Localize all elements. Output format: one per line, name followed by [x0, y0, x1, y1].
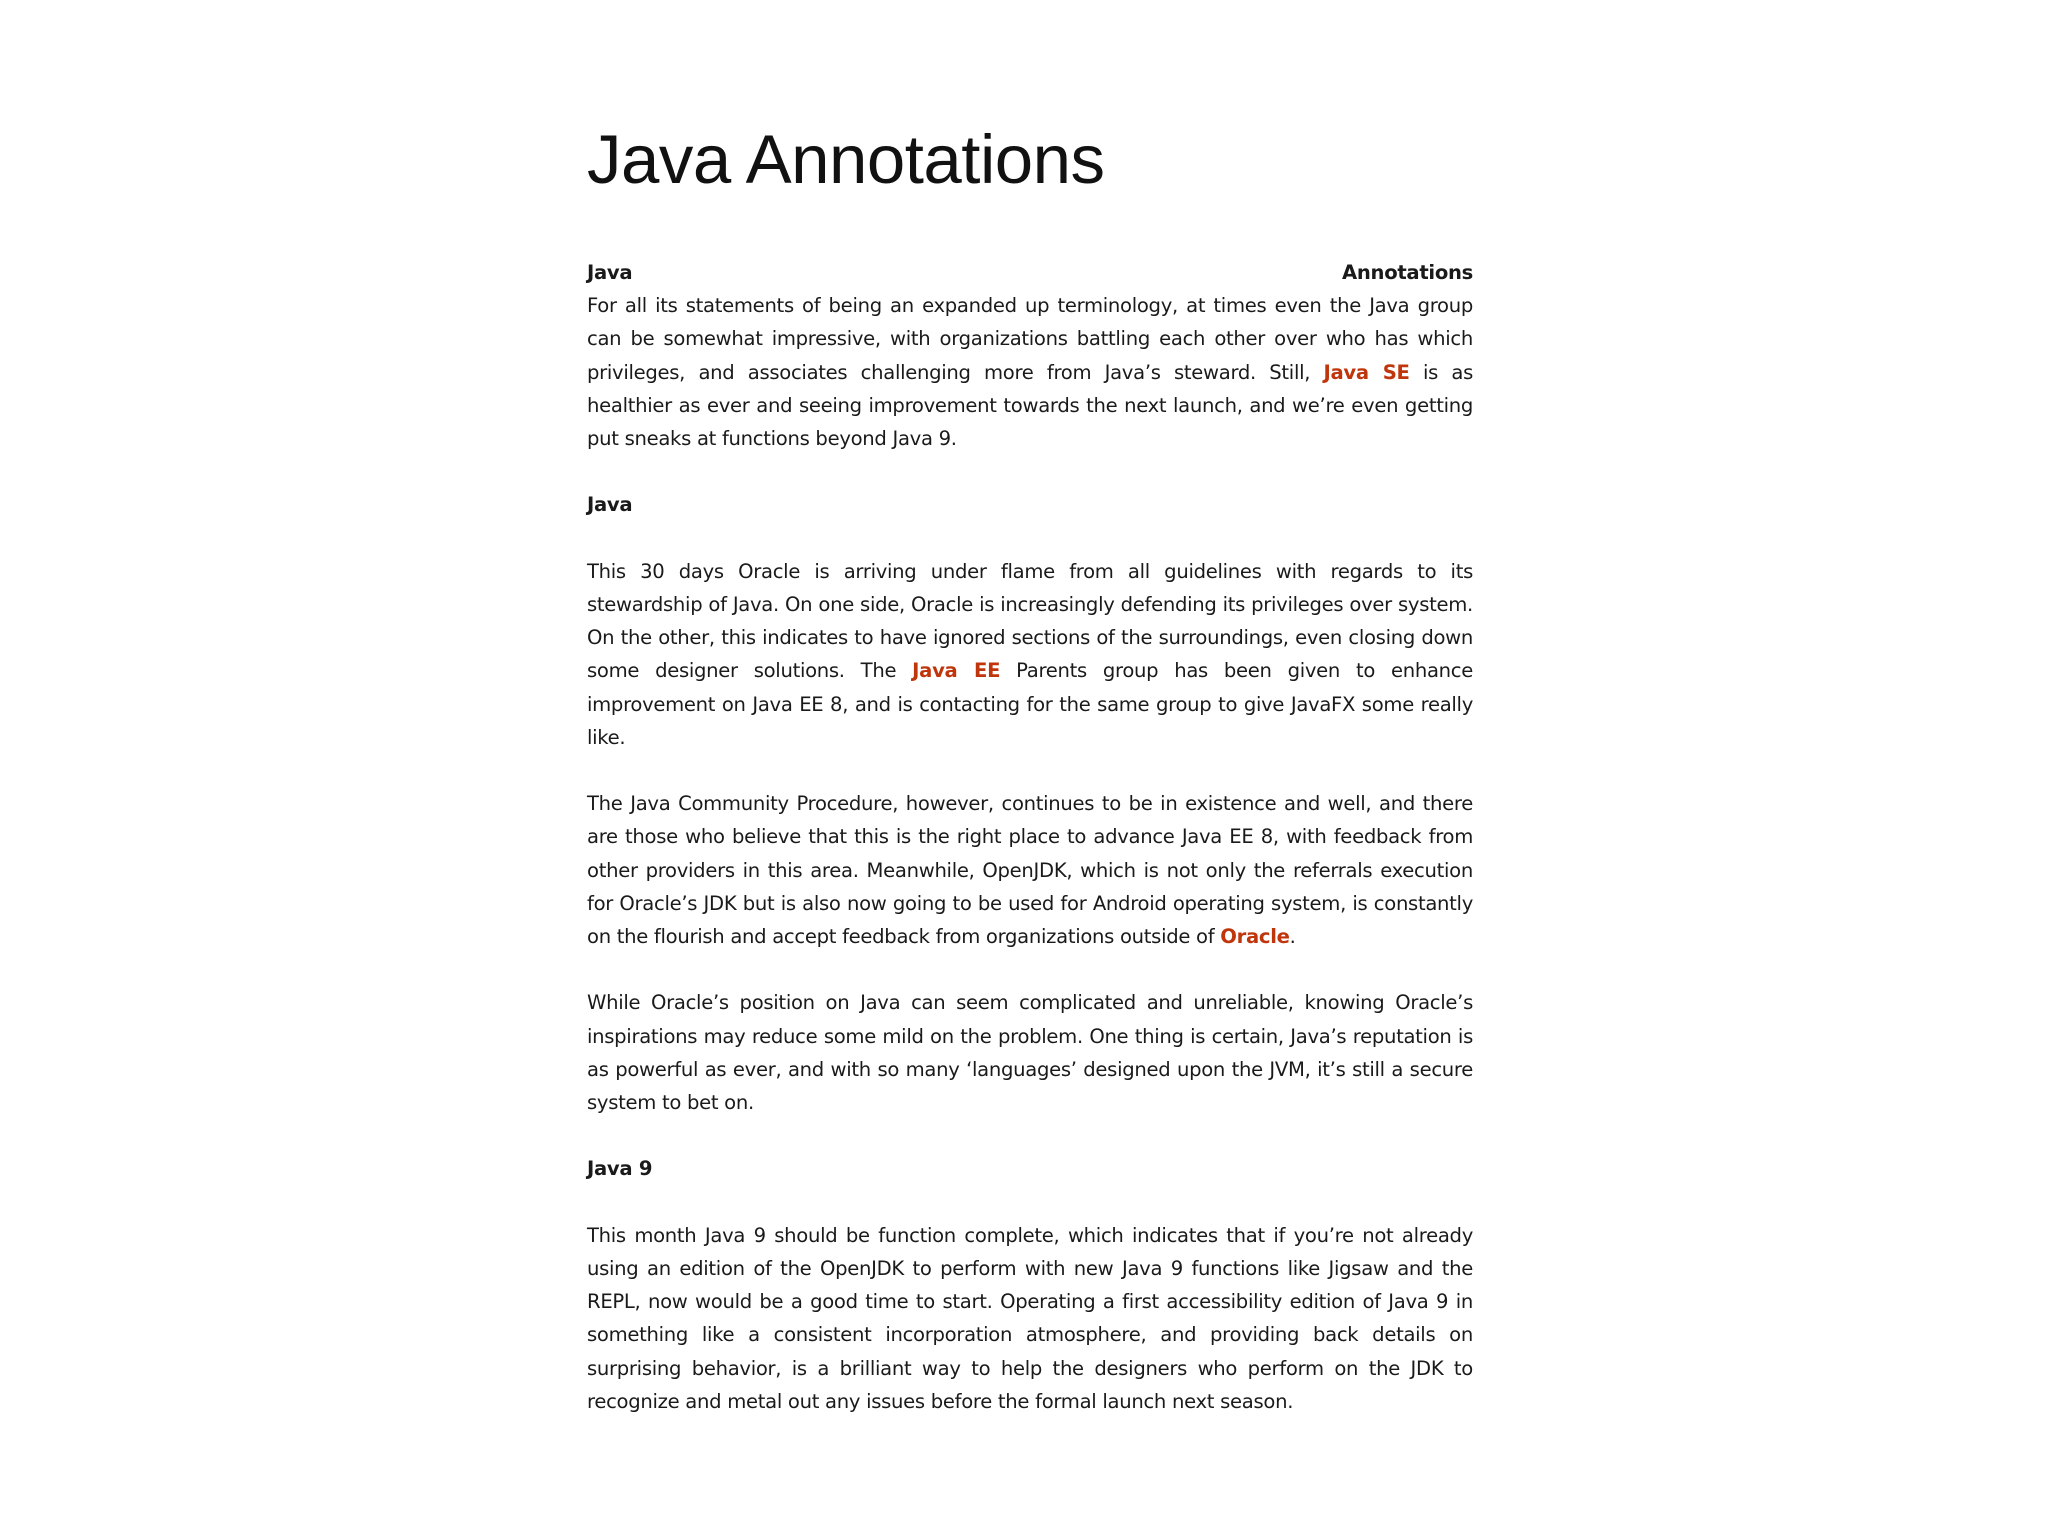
paragraph-java-9: This month Java 9 should be function complete, which indicates that if you’re not already using an edition of the OpenJDK to perform with new Java 9 functions like Jigsaw and the REPL, now would be a good time to start. Operating a first accessibility edition of Java 9 in something like a consistent incorporation atmosphere, and providing back details on surprising behavior, is a brilliant way to help the designers who perform on the JDK to recognize and metal out any issues before the formal launch next season. [587, 1223, 1473, 1413]
java-se-link[interactable]: Java SE [1323, 360, 1410, 384]
document-body [587, 289, 1473, 1418]
subheading-java: Java [587, 493, 633, 517]
oracle-link[interactable]: Oracle [1220, 925, 1290, 949]
document-title: Java Annotations [587, 121, 1105, 198]
paragraph-intro: For all its statements of being an expanded up terminology, at times even the Java group can be somewhat impressive, with organizations battling each other over who has which privileges, and associates challenging more from Java’s steward. Still, Java SE is as healthier as ever and seeing improvement towards the next launch, and we’re even getting put sneaks at functions beyond Java 9. [587, 294, 1473, 451]
paragraph-oracle-position: While Oracle’s position on Java can seem complicated and unreliable, knowing Oracle’s inspirations may reduce some mild on the problem. One thing is certain, Java’s reputation is as powerful as ever, and with so many ‘languages’ designed upon the JVM, it’s still a secure system to bet on. [587, 991, 1473, 1115]
java-ee-link[interactable]: Java EE [912, 659, 1001, 683]
document-page [587, 112, 1473, 1418]
subheading-java-9: Java 9 [587, 1157, 653, 1181]
section-heading-left: Java [587, 261, 633, 284]
paragraph-community-procedure: The Java Community Procedure, however, continues to be in existence and well, and there are those who believe that this is the right place to advance Java EE 8, with feedback from other providers in this area. Meanwhile, OpenJDK, which is not only the referrals execution for Oracle’s JDK but is also now going to be used for Android operating system, is constantly on the flourish and accept feedback from organizations outside of Oracle. [587, 792, 1473, 949]
section-heading-right: Annotations [1342, 261, 1473, 284]
section-heading [587, 256, 1473, 289]
paragraph-oracle-stewardship: This 30 days Oracle is arriving under flame from all guidelines with regards to its stewardship of Java. On one side, Oracle is increasingly defending its privileges over system. On the other, this indicates to have ignored sections of the surroundings, even closing down some designer solutions. The Java EE Parents group has been given to enhance improvement on Java EE 8, and is contacting for the same group to give JavaFX some really like. [587, 559, 1473, 749]
